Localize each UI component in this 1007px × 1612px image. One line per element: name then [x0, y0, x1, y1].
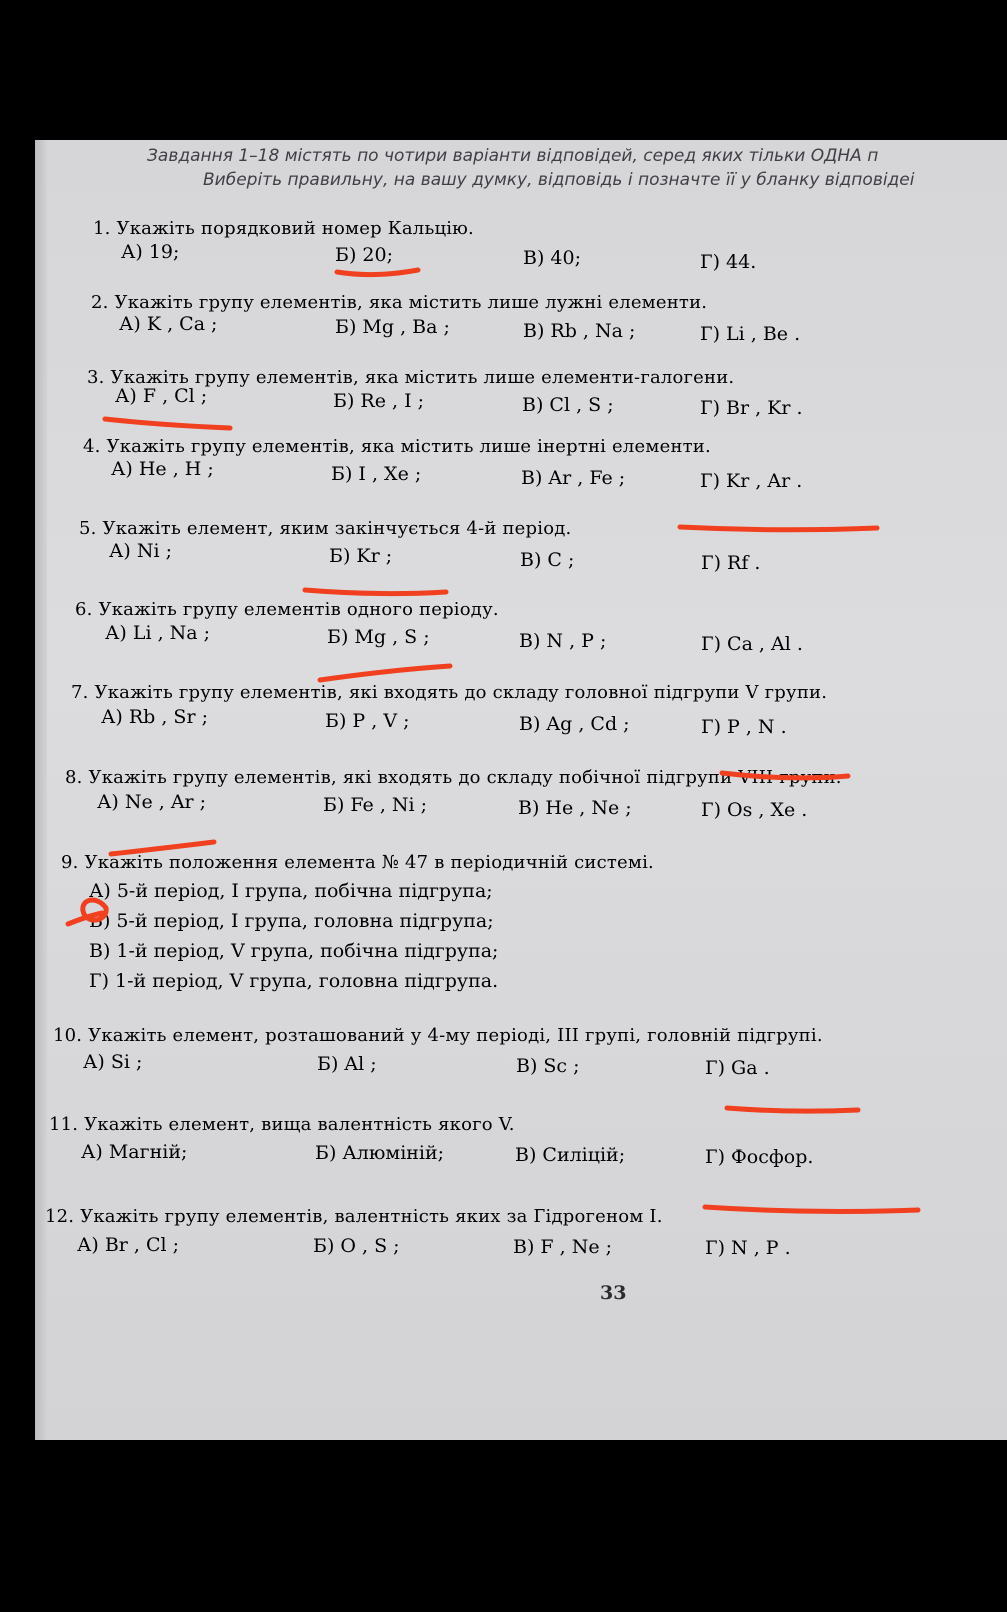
- question-3-option-c[interactable]: В) Cl , S ;: [522, 394, 614, 416]
- question-6-title: 6. Укажіть групу елементів одного періоду.: [75, 599, 499, 620]
- question-10-option-c[interactable]: В) Sc ;: [516, 1055, 580, 1077]
- instructions-line-1: Завдання 1–18 містять по чотири варіанти відповідей, серед яких тільки ОДНА п: [147, 146, 879, 166]
- question-9-option-a[interactable]: А) 5-й період, I група, побічна підгрупа;: [89, 880, 493, 902]
- question-7-option-d[interactable]: Г) P , N .: [701, 716, 787, 738]
- question-12-option-c[interactable]: В) F , Ne ;: [513, 1236, 613, 1258]
- question-6-option-a[interactable]: А) Li , Na ;: [105, 622, 211, 644]
- question-7-title: 7. Укажіть групу елементів, які входять до складу головної підгрупи V групи.: [71, 682, 828, 703]
- question-7-option-c[interactable]: В) Ag , Cd ;: [519, 713, 630, 735]
- question-4-option-b[interactable]: Б) I , Xe ;: [331, 463, 422, 485]
- question-3-option-d[interactable]: Г) Br , Kr .: [700, 397, 803, 419]
- question-8-title: 8. Укажіть групу елементів, які входять до складу побічної підгрупи VIII групи.: [65, 767, 842, 788]
- question-7-option-a[interactable]: А) Rb , Sr ;: [101, 706, 208, 728]
- question-2-title: 2. Укажіть групу елементів, яка містить лише лужні елементи.: [91, 292, 708, 313]
- question-6-option-b[interactable]: Б) Mg , S ;: [327, 626, 430, 648]
- question-5-option-b[interactable]: Б) Kr ;: [329, 545, 393, 567]
- question-11-option-d[interactable]: Г) Фосфор.: [705, 1146, 814, 1168]
- question-8-option-d[interactable]: Г) Os , Xe .: [701, 799, 808, 821]
- question-11-title: 11. Укажіть елемент, вища валентність якого V.: [49, 1114, 515, 1135]
- question-9-option-c[interactable]: В) 1-й період, V група, побічна підгрупа;: [89, 940, 499, 962]
- question-4-option-a[interactable]: А) He , H ;: [111, 458, 214, 480]
- instructions-line-2: Виберіть правильну, на вашу думку, відповідь і позначте її у бланку відповідеі: [203, 170, 915, 190]
- page-number: 33: [600, 1282, 627, 1304]
- question-6-option-d[interactable]: Г) Ca , Al .: [701, 633, 803, 655]
- question-12-option-d[interactable]: Г) N , P .: [705, 1237, 791, 1259]
- question-5-option-d[interactable]: Г) Rf .: [701, 552, 761, 574]
- page-edge: [35, 140, 47, 1440]
- question-12-title: 12. Укажіть групу елементів, валентність яких за Гідрогеном I.: [45, 1206, 663, 1227]
- question-3-option-a[interactable]: А) F , Cl ;: [115, 385, 208, 407]
- question-10-option-b[interactable]: Б) Al ;: [317, 1053, 377, 1075]
- question-8-option-a[interactable]: А) Ne , Ar ;: [97, 791, 207, 813]
- question-8-option-b[interactable]: Б) Fe , Ni ;: [323, 794, 428, 816]
- question-6-option-c[interactable]: В) N , P ;: [519, 630, 607, 652]
- question-1-option-c[interactable]: В) 40;: [523, 247, 581, 269]
- question-4-title: 4. Укажіть групу елементів, яка містить лише інертні елементи.: [83, 436, 711, 457]
- question-9-option-b[interactable]: Б) 5-й період, I група, головна підгрупа;: [89, 910, 494, 932]
- question-1-option-a[interactable]: А) 19;: [121, 241, 180, 263]
- question-4-option-d[interactable]: Г) Kr , Ar .: [700, 470, 803, 492]
- question-2-option-d[interactable]: Г) Li , Be .: [700, 323, 801, 345]
- question-7-option-b[interactable]: Б) P , V ;: [325, 710, 410, 732]
- question-1-option-b[interactable]: Б) 20;: [335, 244, 393, 266]
- question-10-title: 10. Укажіть елемент, розташований у 4-му періоді, III групі, головній підгрупі.: [53, 1025, 823, 1046]
- question-11-option-c[interactable]: В) Силіцій;: [515, 1144, 626, 1166]
- question-3-option-b[interactable]: Б) Re , I ;: [333, 390, 425, 412]
- question-11-option-a[interactable]: А) Магній;: [81, 1141, 188, 1163]
- question-9-option-d[interactable]: Г) 1-й період, V група, головна підгрупа.: [89, 970, 499, 992]
- question-5-option-c[interactable]: В) C ;: [520, 549, 575, 571]
- question-2-option-b[interactable]: Б) Mg , Ba ;: [335, 316, 450, 338]
- question-10-option-a[interactable]: А) Si ;: [83, 1051, 143, 1073]
- question-5-title: 5. Укажіть елемент, яким закінчується 4-й період.: [79, 518, 572, 539]
- question-8-option-c[interactable]: В) He , Ne ;: [518, 797, 632, 819]
- question-4-option-c[interactable]: В) Ar , Fe ;: [521, 467, 626, 489]
- question-9-title: 9. Укажіть положення елемента № 47 в періодичній системі.: [61, 852, 654, 873]
- question-2-option-a[interactable]: А) K , Ca ;: [119, 313, 218, 335]
- question-2-option-c[interactable]: В) Rb , Na ;: [523, 320, 636, 342]
- question-11-option-b[interactable]: Б) Алюміній;: [315, 1142, 445, 1164]
- question-1-option-d[interactable]: Г) 44.: [700, 251, 757, 273]
- question-10-option-d[interactable]: Г) Ga .: [705, 1057, 770, 1079]
- question-5-option-a[interactable]: А) Ni ;: [109, 540, 172, 562]
- worksheet-page: [35, 140, 1007, 1440]
- question-12-option-a[interactable]: А) Br , Cl ;: [77, 1234, 180, 1256]
- question-3-title: 3. Укажіть групу елементів, яка містить лише елементи-галогени.: [87, 367, 735, 388]
- question-12-option-b[interactable]: Б) O , S ;: [313, 1235, 400, 1257]
- question-1-title: 1. Укажіть порядковий номер Кальцію.: [93, 218, 474, 239]
